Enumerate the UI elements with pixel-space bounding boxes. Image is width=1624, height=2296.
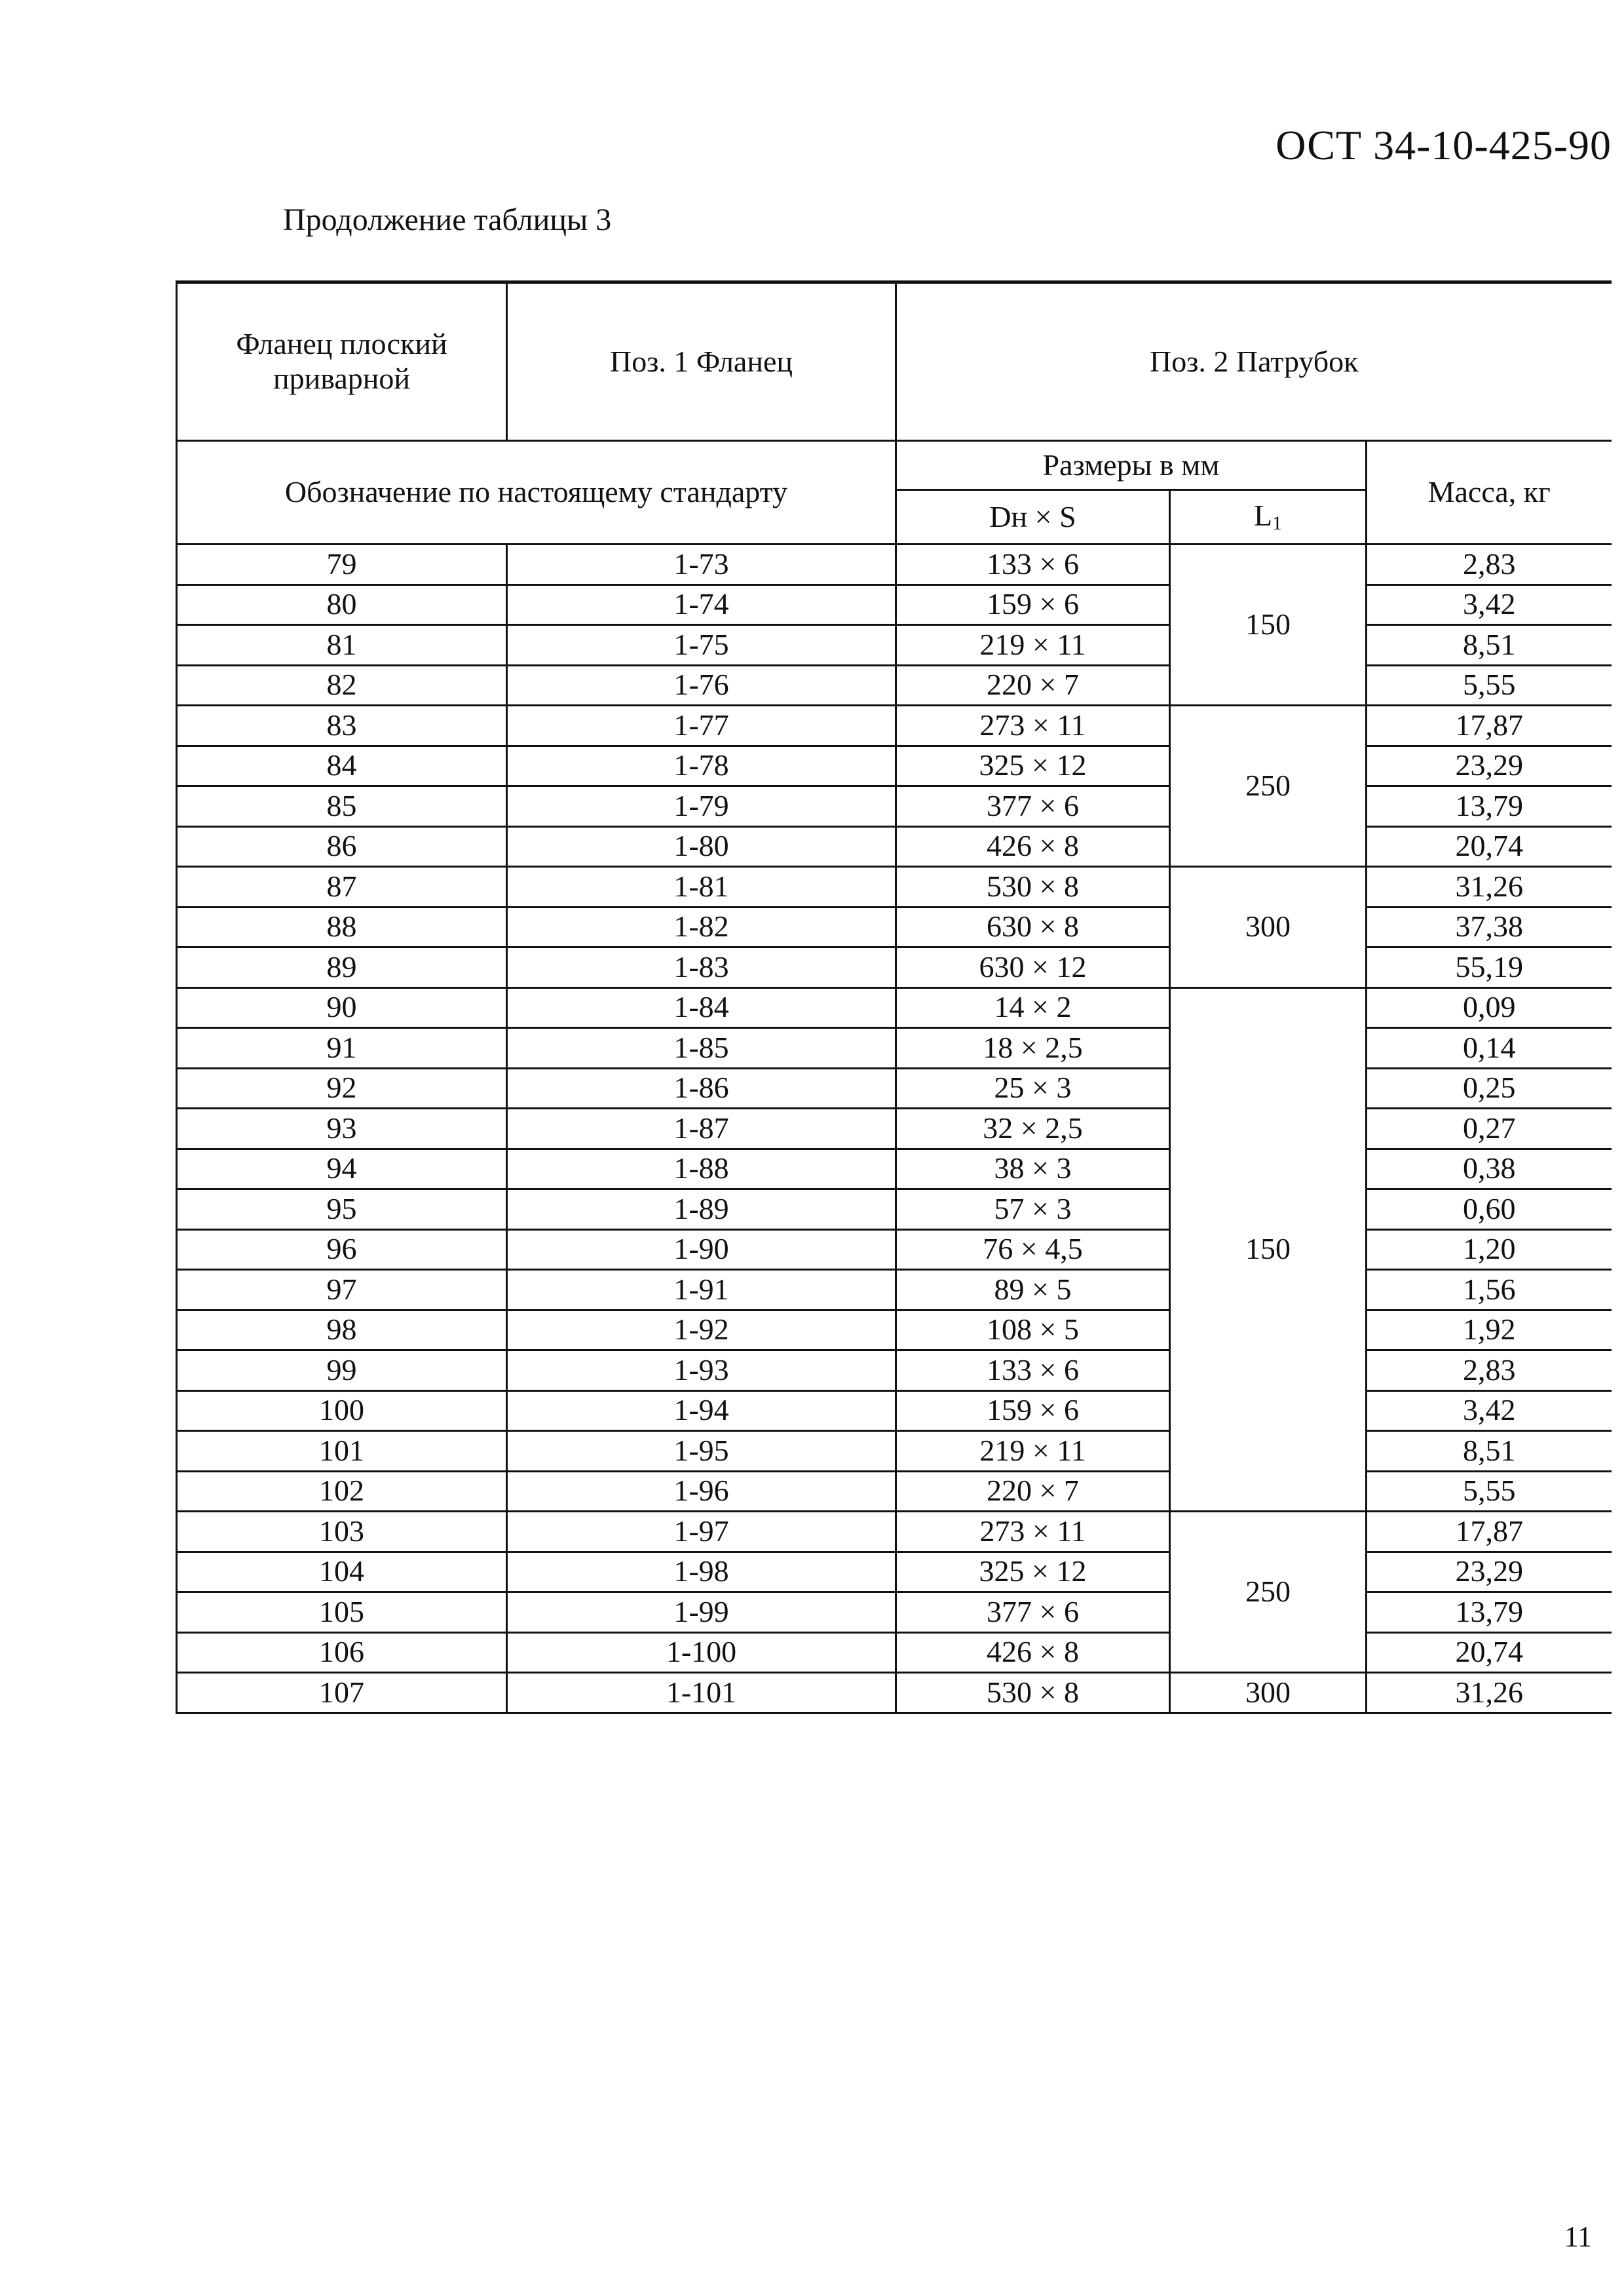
table-row xyxy=(177,1028,1612,1069)
cell-flange: 90 xyxy=(177,987,507,1028)
table-row xyxy=(177,1552,1612,1592)
table-row xyxy=(177,584,1612,625)
cell-dn-s: 630 × 8 xyxy=(896,907,1170,947)
spec-table xyxy=(176,280,1612,1714)
cell-flange: 98 xyxy=(177,1310,507,1350)
cell-mass: 17,87 xyxy=(1367,706,1612,746)
cell-flange: 105 xyxy=(177,1592,507,1633)
cell-flange: 86 xyxy=(177,826,507,867)
cell-dn-s: 89 × 5 xyxy=(896,1270,1170,1311)
cell-pos1: 1-94 xyxy=(507,1390,896,1431)
table-row xyxy=(177,706,1612,746)
cell-mass: 8,51 xyxy=(1367,1431,1612,1472)
cell-mass: 2,83 xyxy=(1367,545,1612,585)
table-row xyxy=(177,746,1612,786)
cell-mass: 13,79 xyxy=(1367,1592,1612,1633)
cell-pos1: 1-96 xyxy=(507,1471,896,1512)
cell-mass: 23,29 xyxy=(1367,746,1612,786)
cell-mass: 13,79 xyxy=(1367,786,1612,827)
cell-flange: 89 xyxy=(177,947,507,988)
cell-pos1: 1-99 xyxy=(507,1592,896,1633)
cell-mass: 31,26 xyxy=(1367,867,1612,908)
page-number: 11 xyxy=(1564,2221,1592,2253)
table-row xyxy=(177,786,1612,827)
header-l1-letter: L xyxy=(1253,499,1273,533)
cell-flange: 101 xyxy=(177,1431,507,1472)
cell-mass: 1,20 xyxy=(1367,1229,1612,1270)
cell-dn-s: 377 × 6 xyxy=(896,786,1170,827)
cell-l1: 250 xyxy=(1170,1512,1367,1673)
header-pos2: Поз. 2 Патрубок xyxy=(896,282,1612,441)
cell-flange: 103 xyxy=(177,1512,507,1552)
cell-dn-s: 530 × 8 xyxy=(896,1673,1170,1713)
cell-dn-s: 219 × 11 xyxy=(896,1431,1170,1472)
header-dn-s: Dн × S xyxy=(896,490,1170,545)
cell-flange: 88 xyxy=(177,907,507,947)
cell-mass: 1,92 xyxy=(1367,1310,1612,1350)
cell-l1: 150 xyxy=(1170,545,1367,706)
header-mass: Масса, кг xyxy=(1367,441,1612,545)
cell-pos1: 1-75 xyxy=(507,625,896,666)
cell-mass: 31,26 xyxy=(1367,1673,1612,1713)
table-row xyxy=(177,625,1612,666)
cell-pos1: 1-78 xyxy=(507,746,896,786)
cell-dn-s: 14 × 2 xyxy=(896,987,1170,1028)
cell-pos1: 1-86 xyxy=(507,1068,896,1109)
cell-mass: 0,38 xyxy=(1367,1149,1612,1189)
cell-mass: 8,51 xyxy=(1367,625,1612,666)
cell-flange: 79 xyxy=(177,545,507,585)
cell-mass: 1,56 xyxy=(1367,1270,1612,1311)
cell-l1: 300 xyxy=(1170,1673,1367,1713)
cell-dn-s: 530 × 8 xyxy=(896,867,1170,908)
table-row xyxy=(177,1350,1612,1391)
cell-flange: 81 xyxy=(177,625,507,666)
cell-mass: 20,74 xyxy=(1367,1632,1612,1673)
cell-dn-s: 32 × 2,5 xyxy=(896,1109,1170,1149)
cell-mass: 20,74 xyxy=(1367,826,1612,867)
cell-dn-s: 219 × 11 xyxy=(896,625,1170,666)
cell-dn-s: 426 × 8 xyxy=(896,826,1170,867)
table-row xyxy=(177,545,1612,585)
table-row xyxy=(177,1109,1612,1149)
table-header xyxy=(177,282,1612,545)
table-row xyxy=(177,1390,1612,1431)
cell-flange: 93 xyxy=(177,1109,507,1149)
cell-pos1: 1-87 xyxy=(507,1109,896,1149)
cell-dn-s: 273 × 11 xyxy=(896,706,1170,746)
cell-pos1: 1-76 xyxy=(507,665,896,706)
cell-pos1: 1-82 xyxy=(507,907,896,947)
table-row xyxy=(177,1310,1612,1350)
table-row xyxy=(177,1270,1612,1311)
cell-pos1: 1-79 xyxy=(507,786,896,827)
table-row xyxy=(177,987,1612,1028)
cell-flange: 99 xyxy=(177,1350,507,1391)
cell-pos1: 1-74 xyxy=(507,584,896,625)
cell-pos1: 1-91 xyxy=(507,1270,896,1311)
cell-mass: 0,60 xyxy=(1367,1189,1612,1230)
table-row xyxy=(177,1673,1612,1713)
table-row xyxy=(177,1189,1612,1230)
table-row xyxy=(177,1149,1612,1189)
cell-flange: 106 xyxy=(177,1632,507,1673)
cell-pos1: 1-89 xyxy=(507,1189,896,1230)
table-row xyxy=(177,826,1612,867)
table-row xyxy=(177,947,1612,988)
table-row xyxy=(177,907,1612,947)
cell-pos1: 1-84 xyxy=(507,987,896,1028)
cell-flange: 102 xyxy=(177,1471,507,1512)
header-pos1: Поз. 1 Фланец xyxy=(507,282,896,441)
cell-dn-s: 325 × 12 xyxy=(896,746,1170,786)
cell-pos1: 1-77 xyxy=(507,706,896,746)
cell-pos1: 1-93 xyxy=(507,1350,896,1391)
table-row xyxy=(177,1471,1612,1512)
cell-dn-s: 57 × 3 xyxy=(896,1189,1170,1230)
cell-flange: 100 xyxy=(177,1390,507,1431)
table-row xyxy=(177,665,1612,706)
table-row xyxy=(177,1592,1612,1633)
cell-mass: 3,42 xyxy=(1367,1390,1612,1431)
cell-mass: 0,25 xyxy=(1367,1068,1612,1109)
cell-pos1: 1-97 xyxy=(507,1512,896,1552)
cell-pos1: 1-80 xyxy=(507,826,896,867)
cell-l1: 250 xyxy=(1170,706,1367,867)
header-designation: Обозначение по настоящему стандарту xyxy=(177,441,896,545)
cell-dn-s: 630 × 12 xyxy=(896,947,1170,988)
cell-flange: 85 xyxy=(177,786,507,827)
cell-dn-s: 133 × 6 xyxy=(896,545,1170,585)
table-row xyxy=(177,1068,1612,1109)
cell-dn-s: 159 × 6 xyxy=(896,584,1170,625)
cell-flange: 82 xyxy=(177,665,507,706)
cell-dn-s: 108 × 5 xyxy=(896,1310,1170,1350)
cell-flange: 92 xyxy=(177,1068,507,1109)
cell-pos1: 1-101 xyxy=(507,1673,896,1713)
cell-dn-s: 273 × 11 xyxy=(896,1512,1170,1552)
cell-mass: 5,55 xyxy=(1367,1471,1612,1512)
header-flange: Фланец плоский приварной xyxy=(177,282,507,441)
cell-mass: 23,29 xyxy=(1367,1552,1612,1592)
cell-dn-s: 159 × 6 xyxy=(896,1390,1170,1431)
cell-pos1: 1-95 xyxy=(507,1431,896,1472)
cell-pos1: 1-81 xyxy=(507,867,896,908)
table-row xyxy=(177,1229,1612,1270)
cell-dn-s: 377 × 6 xyxy=(896,1592,1170,1633)
cell-flange: 80 xyxy=(177,584,507,625)
cell-mass: 0,27 xyxy=(1367,1109,1612,1149)
cell-dn-s: 133 × 6 xyxy=(896,1350,1170,1391)
cell-flange: 95 xyxy=(177,1189,507,1230)
cell-pos1: 1-100 xyxy=(507,1632,896,1673)
cell-pos1: 1-73 xyxy=(507,545,896,585)
cell-flange: 84 xyxy=(177,746,507,786)
header-sizes: Размеры в мм xyxy=(896,441,1367,490)
document-code: ОСТ 34-10-425-90 xyxy=(1275,122,1612,168)
cell-pos1: 1-83 xyxy=(507,947,896,988)
cell-flange: 107 xyxy=(177,1673,507,1713)
cell-l1: 150 xyxy=(1170,987,1367,1512)
cell-mass: 0,14 xyxy=(1367,1028,1612,1069)
cell-flange: 91 xyxy=(177,1028,507,1069)
cell-pos1: 1-92 xyxy=(507,1310,896,1350)
cell-pos1: 1-98 xyxy=(507,1552,896,1592)
cell-pos1: 1-88 xyxy=(507,1149,896,1189)
table-body xyxy=(177,545,1612,1713)
cell-dn-s: 76 × 4,5 xyxy=(896,1229,1170,1270)
cell-flange: 94 xyxy=(177,1149,507,1189)
cell-dn-s: 220 × 7 xyxy=(896,1471,1170,1512)
cell-l1: 300 xyxy=(1170,867,1367,988)
cell-dn-s: 38 × 3 xyxy=(896,1149,1170,1189)
cell-pos1: 1-90 xyxy=(507,1229,896,1270)
cell-mass: 17,87 xyxy=(1367,1512,1612,1552)
cell-flange: 87 xyxy=(177,867,507,908)
cell-flange: 97 xyxy=(177,1270,507,1311)
cell-dn-s: 25 × 3 xyxy=(896,1068,1170,1109)
cell-flange: 96 xyxy=(177,1229,507,1270)
cell-flange: 83 xyxy=(177,706,507,746)
cell-dn-s: 426 × 8 xyxy=(896,1632,1170,1673)
header-l1 xyxy=(1170,490,1367,545)
cell-mass: 37,38 xyxy=(1367,907,1612,947)
cell-dn-s: 220 × 7 xyxy=(896,665,1170,706)
table-caption: Продолжение таблицы 3 xyxy=(283,202,612,237)
cell-flange: 104 xyxy=(177,1552,507,1592)
cell-mass: 0,09 xyxy=(1367,987,1612,1028)
table-row xyxy=(177,1632,1612,1673)
cell-mass: 2,83 xyxy=(1367,1350,1612,1391)
cell-pos1: 1-85 xyxy=(507,1028,896,1069)
cell-mass: 55,19 xyxy=(1367,947,1612,988)
table-row xyxy=(177,867,1612,908)
table-row xyxy=(177,1431,1612,1472)
table-row xyxy=(177,1512,1612,1552)
cell-dn-s: 325 × 12 xyxy=(896,1552,1170,1592)
cell-dn-s: 18 × 2,5 xyxy=(896,1028,1170,1069)
cell-mass: 3,42 xyxy=(1367,584,1612,625)
cell-mass: 5,55 xyxy=(1367,665,1612,706)
header-l1-subscript: 1 xyxy=(1272,512,1283,535)
